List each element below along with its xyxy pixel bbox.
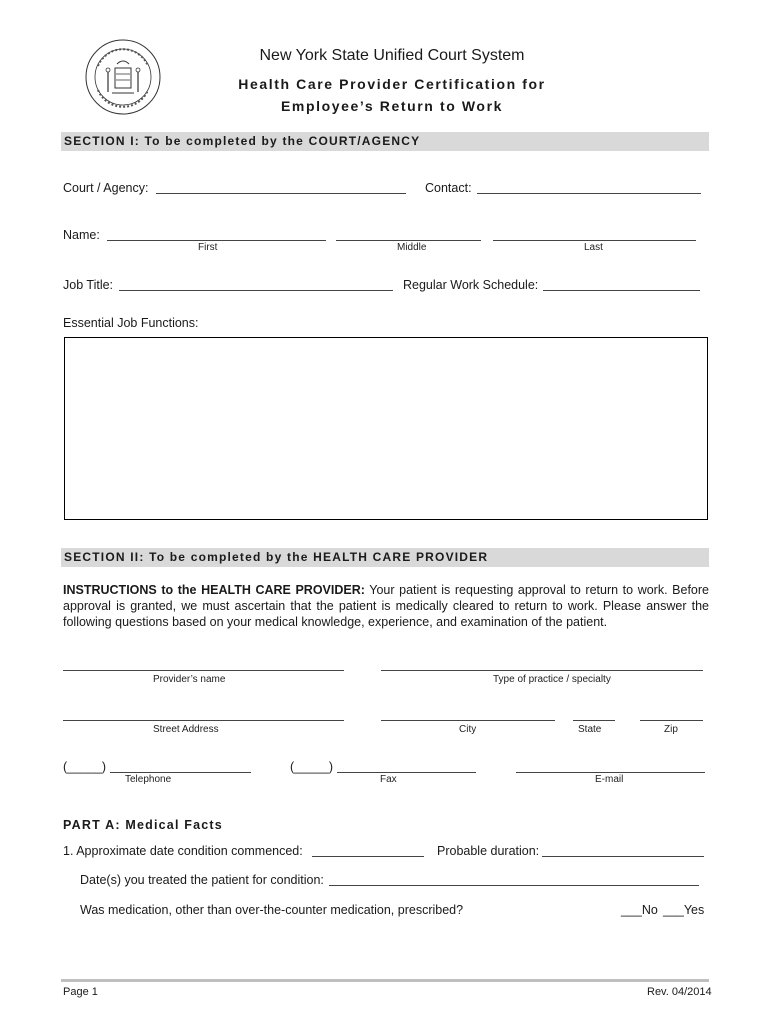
first-name-field[interactable] (107, 240, 326, 241)
instructions-paragraph (63, 582, 709, 630)
zip-caption: Zip (664, 724, 678, 735)
practice-type-field[interactable] (381, 670, 703, 671)
middle-name-field[interactable] (336, 240, 481, 241)
revision-date: Rev. 04/2014 (647, 986, 712, 998)
form-title-line1: Health Care Provider Certification for (238, 76, 546, 92)
first-caption: First (198, 242, 218, 253)
work-schedule-label: Regular Work Schedule: (403, 278, 539, 292)
essential-functions-label: Essential Job Functions: (63, 316, 199, 330)
page-number: Page 1 (63, 986, 98, 998)
email-field[interactable] (516, 772, 705, 773)
date-commenced-field[interactable] (312, 856, 424, 857)
provider-name-field[interactable] (63, 670, 344, 671)
fax-area-code: (_____) (290, 760, 334, 774)
section2-title: SECTION II: To be completed by the HEALTH CARE PROVIDER (61, 548, 709, 567)
street-address-caption: Street Address (153, 724, 219, 735)
footer-divider (61, 979, 709, 982)
provider-name-caption: Provider’s name (153, 674, 226, 685)
contact-field[interactable] (477, 193, 701, 194)
contact-label: Contact: (425, 181, 472, 195)
essential-functions-box[interactable] (64, 337, 708, 520)
street-address-field[interactable] (63, 720, 344, 721)
instructions-heading: INSTRUCTIONS to the HEALTH CARE PROVIDER: (63, 583, 365, 597)
section1-title: SECTION I: To be completed by the COURT/AGENCY (61, 132, 709, 151)
medication-question: Was medication, other than over-the-counter medication, prescribed? (80, 903, 464, 917)
city-caption: City (459, 724, 477, 735)
zip-field[interactable] (640, 720, 703, 721)
telephone-field[interactable] (110, 772, 251, 773)
state-field[interactable] (573, 720, 615, 721)
dates-treated-label: Date(s) you treated the patient for condition: (80, 873, 324, 887)
dates-treated-field[interactable] (329, 885, 699, 886)
medication-yes-option[interactable]: ___Yes (663, 903, 705, 917)
probable-duration-field[interactable] (542, 856, 704, 857)
job-title-label: Job Title: (63, 278, 114, 292)
city-field[interactable] (381, 720, 555, 721)
work-schedule-field[interactable] (543, 290, 700, 291)
name-label: Name: (63, 228, 100, 242)
middle-caption: Middle (397, 242, 427, 253)
telephone-area-code: (_____) (63, 760, 107, 774)
last-caption: Last (584, 242, 603, 253)
court-agency-field[interactable] (156, 193, 406, 194)
probable-duration-label: Probable duration: (437, 844, 540, 858)
medication-no-option[interactable]: ___No (621, 903, 658, 917)
state-caption: State (578, 724, 602, 735)
email-caption: E-mail (595, 774, 624, 785)
form-title-line2: Employee’s Return to Work (280, 98, 504, 114)
date-commenced-label: 1. Approximate date condition commenced: (63, 844, 303, 858)
fax-caption: Fax (380, 774, 397, 785)
org-name: New York State Unified Court System (259, 47, 525, 64)
instructions-body: Your patient is requesting approval to return to work. Before approval is granted, we must ascertain that the patient is medically cleared to return to work. Please answer the following questions based on your medical knowledge, experience, and examination of the patient. (63, 583, 709, 629)
telephone-caption: Telephone (125, 774, 172, 785)
job-title-field[interactable] (119, 290, 393, 291)
court-agency-label: Court / Agency: (63, 181, 149, 195)
part-a-title: PART A: Medical Facts (63, 818, 223, 832)
practice-type-caption: Type of practice / specialty (493, 674, 611, 685)
last-name-field[interactable] (493, 240, 696, 241)
fax-field[interactable] (337, 772, 476, 773)
